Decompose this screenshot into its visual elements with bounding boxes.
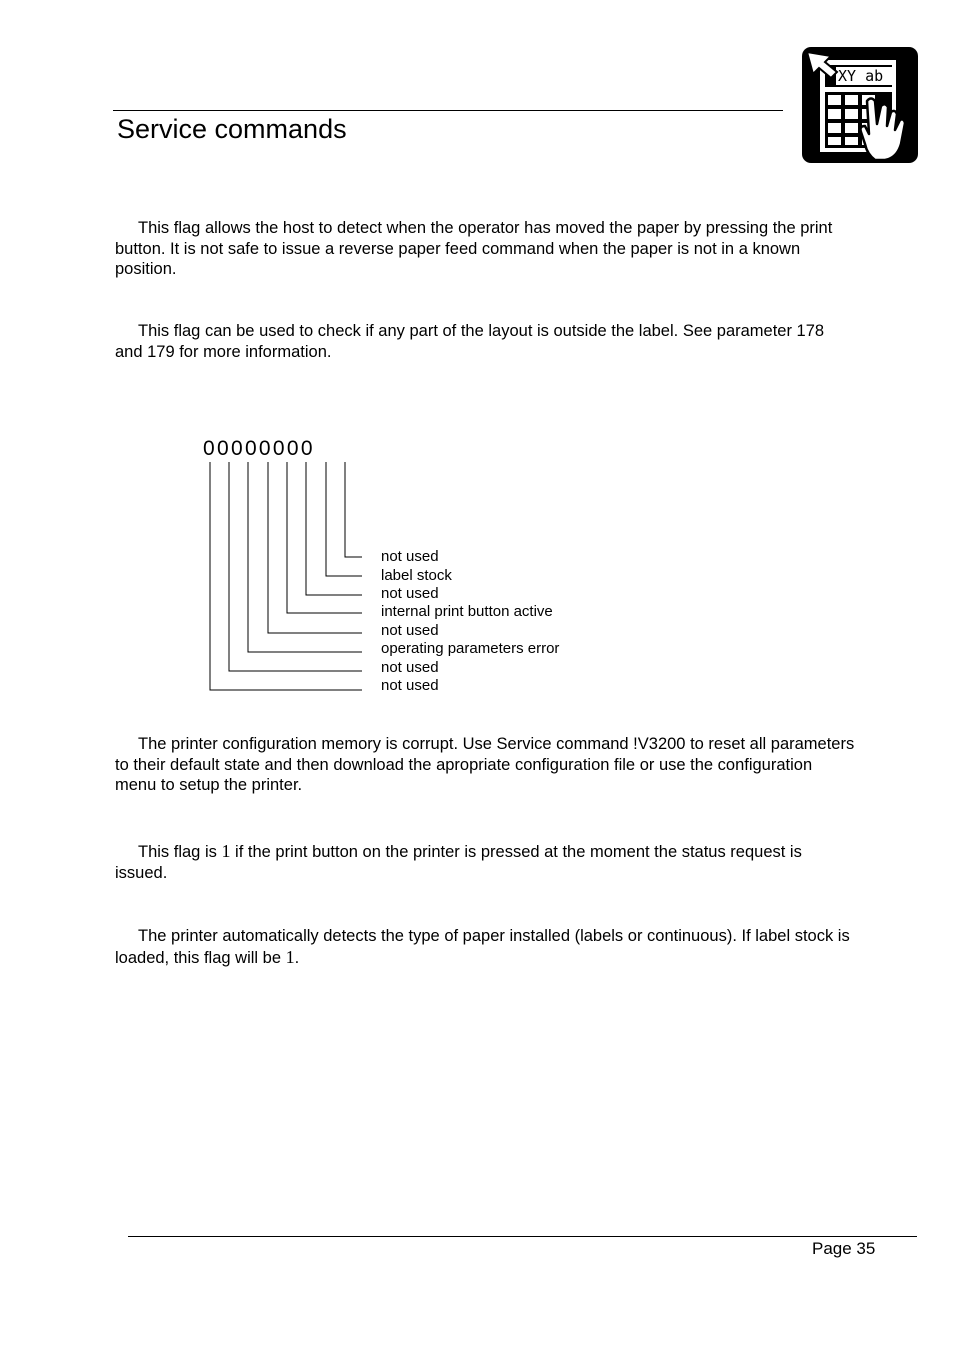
footer-rule [128,1236,917,1237]
flag-value: 1 [221,841,231,861]
paragraph-label-stock [115,926,855,968]
bit-label: internal print button active [381,603,553,620]
bit-label: operating parameters error [381,640,560,657]
paragraph-config-corrupt: The printer configuration memory is corrupt. Use Service command !V3200 to reset all parameters to their default state and then download the apropriate configuration file or use the configuration menu to setup the printer. [115,735,855,795]
text-span: The printer automatically detects the type of paper installed (labels or continuous). If label stock is loaded, this flag will be [115,927,850,967]
status-bits: 00000000 [203,437,315,460]
logo-text: XY ab [838,67,884,85]
text-span: . [294,948,300,967]
bit-label: not used [381,659,439,676]
paragraph-layout-outside: This flag can be used to check if any part of the layout is outside the label. See parameter 178 and 179 for more information. [115,322,825,361]
page-title: Service commands [117,114,347,144]
bit-label: not used [381,548,439,565]
text-span: This flag is [138,843,222,861]
paragraph-print-button [115,841,855,883]
page-number: Page 35 [812,1239,876,1258]
flag-value: 1 [285,946,295,967]
bit-label: not used [381,585,439,602]
bit-label: label stock [381,567,452,584]
bit-label: not used [381,677,439,694]
paragraph-paper-moved: This flag allows the host to detect when the operator has moved the paper by pressing the print button. It is not safe to issue a reverse paper feed command when the paper is not in a known position. [115,219,833,279]
text-span: if the print button on the printer is pressed at the moment the status request is issued. [115,843,802,882]
bit-label: not used [381,622,439,639]
